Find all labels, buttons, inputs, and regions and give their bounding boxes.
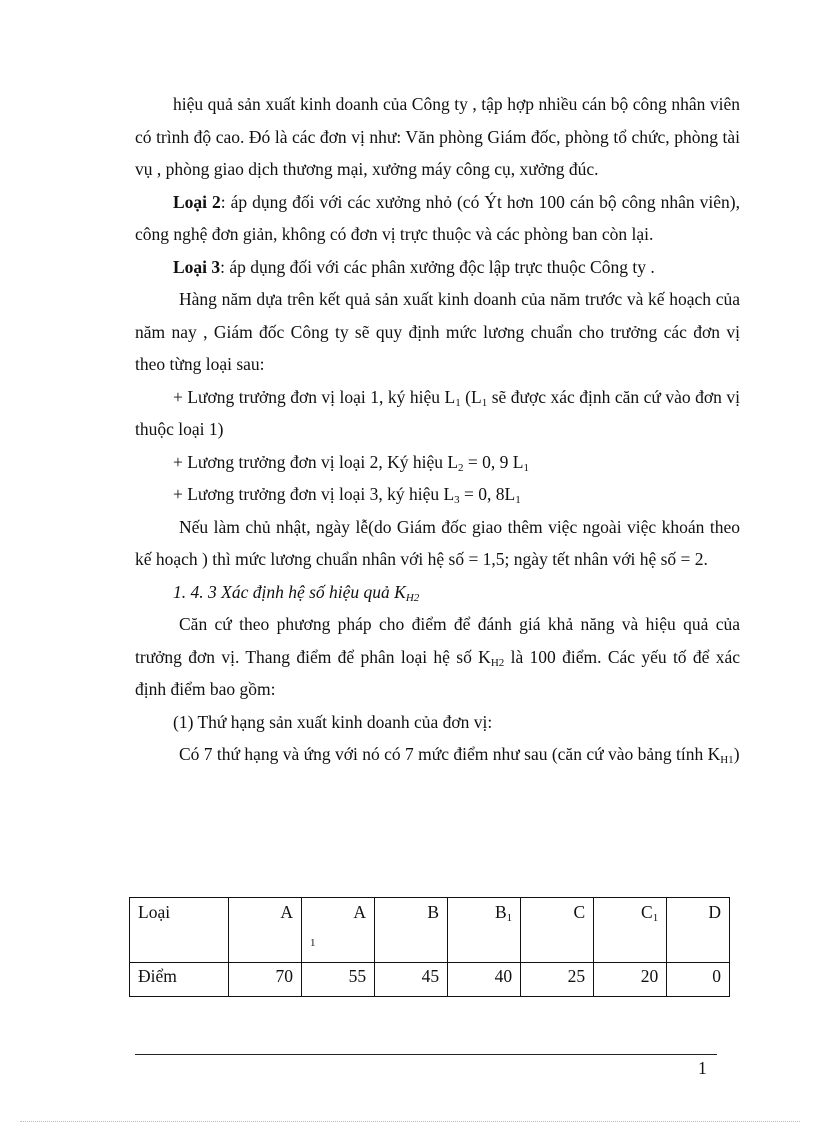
paragraph-levels: Có 7 thứ hạng và ứng với nó có 7 mức điểm như sau (căn cứ vào bảng tính $K_{H1}$) [179, 744, 740, 766]
table-cell: $C_1$ [594, 898, 667, 963]
salary-type-3: + Lương trưởng đơn vị loại 3, ký hiệu $L_3 = 0$, $8L_1$ [173, 484, 521, 506]
table-cell: 40 [448, 963, 521, 997]
table-row [130, 963, 730, 997]
paragraph-type-3: Loại 3: áp dụng đối với các phân xưởng độc lập trực thuộc Công ty . [173, 256, 655, 277]
table-cell: 55 [302, 963, 375, 997]
paragraph-type-2: Loại 2: áp dụng đối với các xưởng nhỏ (có Ýt hơn 100 cán bộ công nhân viên), công nghệ đơn giản, không có đơn vị trực thuộc và các phòng ban còn lại. [135, 191, 740, 244]
table-cell: 45 [375, 963, 448, 997]
table-cell: A [229, 898, 302, 963]
table-cell: C [521, 898, 594, 963]
salary-type-2: + Lương trưởng đơn vị loại 2, Ký hiệu $L_2 = 0$, 9 $L_1$ [173, 451, 529, 474]
type-3-label: Loại 3 [173, 256, 221, 277]
section-heading: 1. 4. 3 Xác định hệ số hiệu quả $K_{H2}$ [173, 581, 420, 604]
table-cell: 70 [229, 963, 302, 997]
table-header-row [130, 898, 730, 963]
table-cell: 20 [594, 963, 667, 997]
table-cell: D [667, 898, 730, 963]
paragraph-annual-salary: Hàng năm dựa trên kết quả sản xuất kinh doanh của năm trước và kế hoạch của năm nay , Giám đốc Công ty sẽ quy định mức lương chuẩn cho trưởng các đơn vị theo từng loại sau: [135, 289, 740, 374]
table-cell: Điểm [130, 963, 229, 997]
page-edge-divider [20, 1121, 800, 1122]
salary-type-1: + Lương trưởng đơn vị loại 1, ký hiệu $L_1$ ($L_1$ sẽ được xác định căn cứ vào đơn vị thuộc loại 1) [135, 386, 741, 439]
table-cell: 0 [667, 963, 730, 997]
type-2-label: Loại 2 [173, 191, 221, 212]
grade-points-table [129, 897, 730, 997]
table-cell: A 1 [302, 898, 375, 963]
footer-divider [135, 1054, 717, 1055]
table-cell: B [375, 898, 448, 963]
page-number: 1 [698, 1058, 707, 1078]
paragraph-holiday: Nếu làm chủ nhật, ngày lễ(do Giám đốc giao thêm việc ngoài việc khoán theo kế hoạch ) thì mức lương chuẩn nhân với hệ số = 1,5; ngày tết nhân với hệ số = 2. [135, 516, 740, 569]
paragraph-unit-types: hiệu quả sản xuất kinh doanh của Công ty , tập hợp nhiều cán bộ công nhân viên có trình độ cao. Đó là các đơn vị như: Văn phòng Giám đốc, phòng tổ chức, phòng tài vụ , phòng giao dịch thương mại, xưởng máy công cụ, xưởng đúc. [135, 94, 740, 179]
body-text [135, 88, 740, 771]
table-cell: Loại [130, 898, 229, 963]
table-cell: $B_1$ [448, 898, 521, 963]
paragraph-scoring: Căn cứ theo phương pháp cho điểm để đánh giá khả năng và hiệu quả của trưởng đơn vị. Thang điểm để phân loại hệ số $K_{H2}$ là 100 điểm. Các yếu tố để xác định điểm bao gồm: [135, 614, 741, 699]
table-cell: 25 [521, 963, 594, 997]
paragraph-ranking: (1) Thứ hạng sản xuất kinh doanh của đơn vị: [173, 711, 493, 732]
